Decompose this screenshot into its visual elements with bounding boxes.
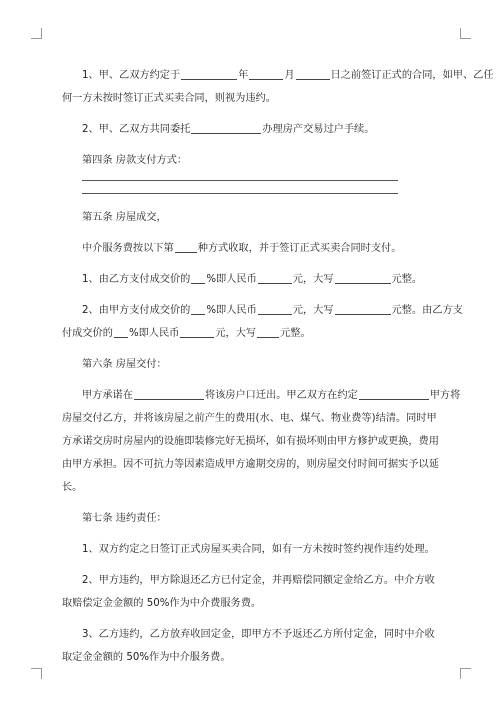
clause-sign-deadline-cont: 何一方未按时签订正式买卖合同，则视为违约。 [62, 93, 276, 104]
text: 中介服务费按以下第 [82, 243, 174, 254]
blank-amount [180, 325, 214, 338]
text: 甲方将 [429, 390, 461, 401]
text: %即人民币 [206, 305, 257, 316]
clause-fee-option-1 [62, 268, 438, 291]
clause-delivery [62, 384, 461, 407]
text: 1、甲、乙双方约定于 [82, 70, 181, 81]
text: %即人民币 [128, 328, 180, 339]
text: 1、由乙方支付成交价的 [82, 274, 191, 285]
clause-delivery-cont: 方承诺交房时房屋内的设施即装修完好无损坏，如有损坏则由甲方修护或更换，费用 [62, 436, 439, 447]
crop-mark-bottom-right [460, 668, 471, 679]
text: 付成交价的 [62, 328, 113, 339]
text: 日之前签订正式的合同，如甲、乙任 [330, 70, 494, 81]
text: 2、甲、乙双方共同委托 [82, 124, 191, 135]
article-7-heading: 第七条 违约责任： [82, 513, 167, 524]
document-page [62, 64, 494, 669]
text: 办理房产交易过户手续。 [262, 124, 375, 135]
text: 2、由甲方支付成交价的 [82, 305, 191, 316]
clause-fee-method [62, 237, 438, 260]
blank-amount [258, 271, 292, 284]
blank-amount-words [335, 271, 391, 284]
blank-year [181, 67, 237, 80]
text: 种方式收取，并于签订正式买卖合同时支付。 [197, 243, 402, 254]
text: %即人民币 [206, 274, 257, 285]
clause-breach-2-cont: 取赔偿定金金额的 50%作为中介费服务费。 [62, 598, 262, 609]
text: 元，大写 [215, 328, 257, 339]
clause-breach-1: 1、双方约定之日签订正式房屋买卖合同，如有一方未按时签约视作违约处理。 [82, 544, 435, 555]
text: 甲方承诺在 [82, 390, 133, 401]
blank-agent [191, 121, 261, 134]
blank-month [249, 67, 283, 80]
text: 月 [284, 70, 295, 81]
blank-percent [191, 302, 205, 315]
blank-method [175, 240, 197, 253]
text: 元整。 [391, 274, 423, 285]
blank-percent [191, 271, 205, 284]
blank-date [134, 387, 204, 400]
text: 年 [238, 70, 249, 81]
text: 元整。由乙方支 [391, 305, 463, 316]
fill-line [82, 193, 398, 194]
article-4-heading: 第四条 房款支付方式： [82, 155, 188, 166]
clause-fee-option-2 [62, 299, 463, 322]
clause-delivery-cont: 由甲方承担。因不可抗力等因素造成甲方逾期交房的，则房屋交付时间可据实予以延 [62, 459, 439, 470]
fill-line [82, 180, 398, 181]
clause-sign-deadline [62, 64, 494, 87]
clause-delivery-cont: 长。 [62, 482, 83, 493]
text: 将该房户口迁出。甲乙双方在约定 [204, 390, 358, 401]
clause-fee-option-2-cont [62, 322, 438, 345]
crop-mark-bottom-left [31, 668, 42, 679]
text: 元，大写 [292, 274, 334, 285]
blank-day [296, 67, 330, 80]
blank-amount-words [257, 325, 279, 338]
clause-delivery-cont: 房屋交付乙方，并将该房屋之前产生的费用(水、电、煤气、物业费等)结清。同时甲 [62, 413, 437, 424]
clause-breach-3: 3、乙方违约，乙方放弃收回定金，即甲方不予返还乙方所付定金，同时中介收 [82, 629, 435, 640]
article-5-heading: 第五条 房屋成交， [82, 212, 167, 223]
clause-transfer-agent [62, 118, 438, 141]
text: 元整。 [280, 328, 311, 339]
clause-breach-2: 2、甲方违约，甲方除退还乙方已付定金，并再赔偿同额定金给乙方。中介方收 [82, 575, 435, 586]
article-6-heading: 第六条 房屋交付： [82, 359, 167, 370]
crop-mark-top-right [460, 28, 471, 39]
crop-mark-top-left [31, 28, 42, 39]
blank-date [359, 387, 429, 400]
blank-amount [258, 302, 292, 315]
text: 元，大写 [292, 305, 334, 316]
clause-breach-3-cont: 取定金金额的 50%作为中介服务费。 [62, 652, 231, 663]
blank-amount-words [335, 302, 391, 315]
blank-percent [114, 325, 128, 338]
